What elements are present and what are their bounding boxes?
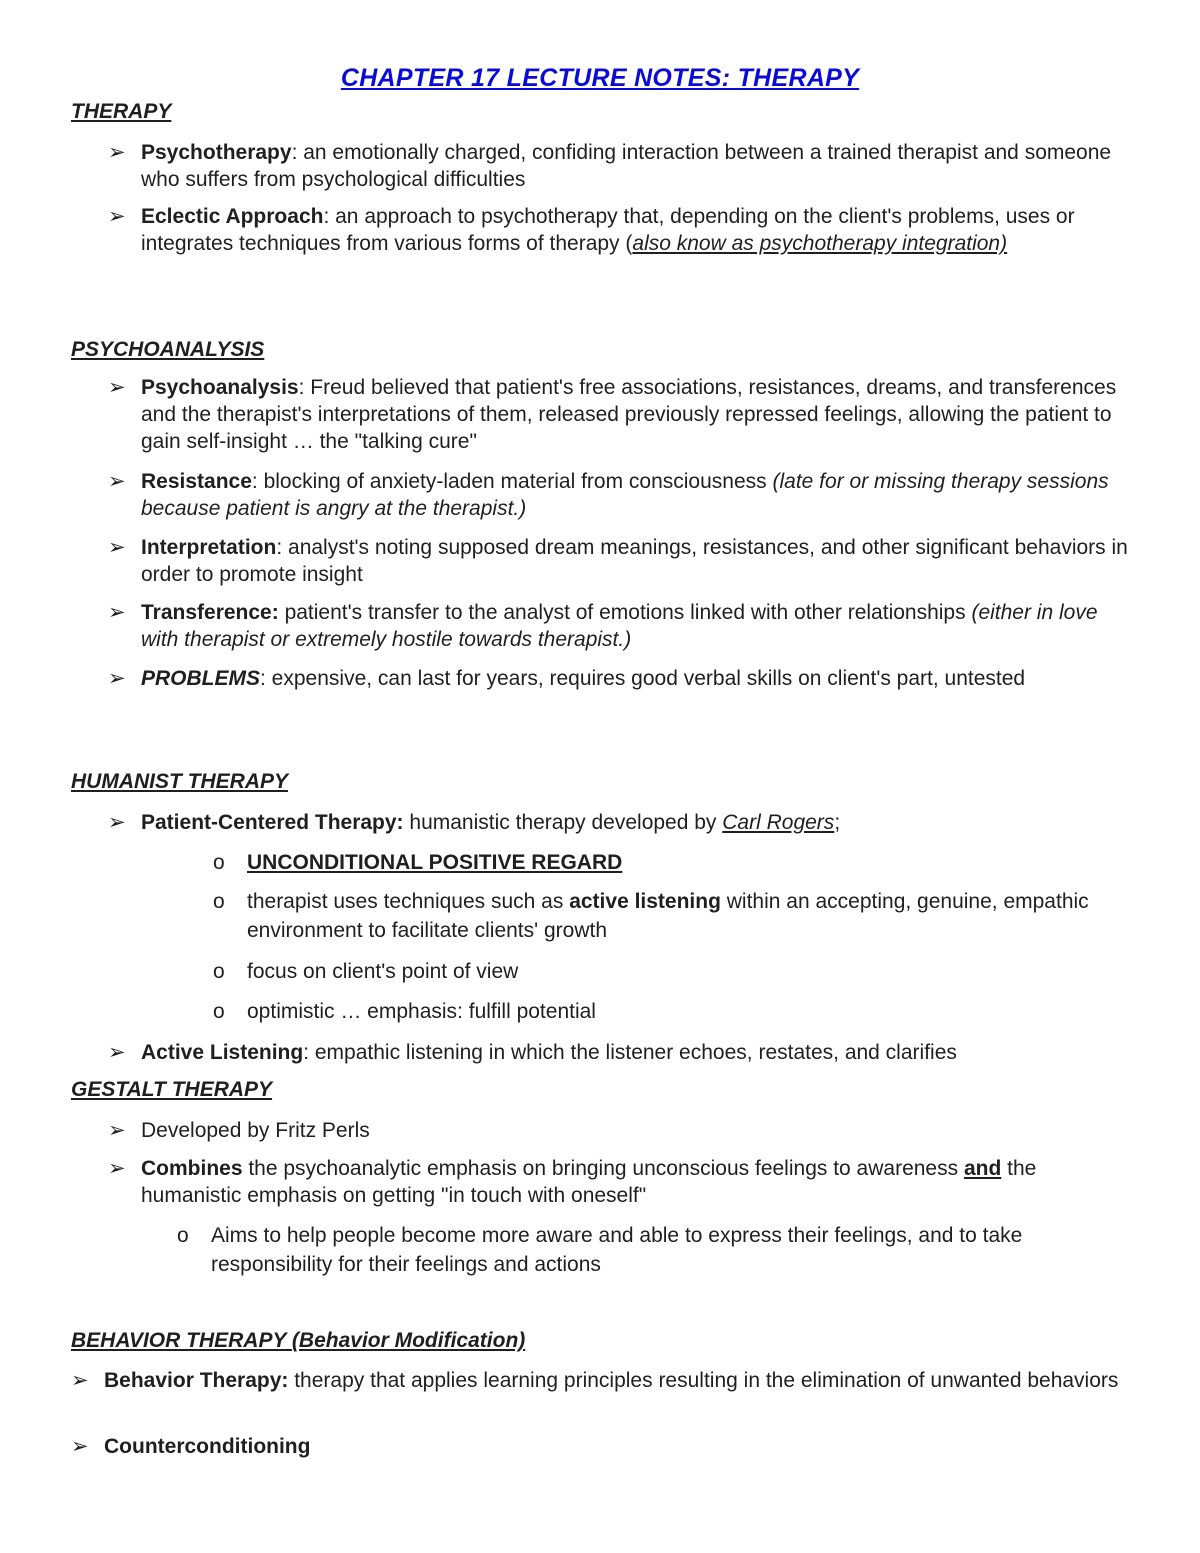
circle-bullet-icon: o [177, 1224, 189, 1247]
definition: humanistic therapy developed by [403, 811, 723, 834]
bullet-active-listening [108, 1039, 1138, 1066]
optimistic-text: optimistic … emphasis: fulfill potential [247, 1000, 596, 1023]
section-heading-therapy: THERAPY [71, 100, 172, 123]
upr-text: UNCONDITIONAL POSITIVE REGARD [247, 851, 623, 874]
bullet-combines [108, 1155, 1138, 1209]
term: Psychotherapy [141, 141, 292, 164]
bullet-resistance [108, 468, 1138, 522]
sub-item-upr [213, 848, 1133, 877]
emphasis-and: and [963, 1157, 1002, 1180]
definition: : blocking of anxiety-laden material from consciousness [251, 470, 773, 493]
sub-item-aims [177, 1221, 1137, 1279]
note: also know as psychotherapy integration) [632, 232, 1008, 255]
definition: Developed by Fritz Perls [141, 1119, 370, 1142]
arrow-bullet-icon: ➢ [108, 667, 126, 690]
arrow-bullet-icon: ➢ [108, 205, 126, 228]
bullet-psychotherapy [108, 139, 1138, 193]
text-bold: active listening [569, 890, 721, 913]
bullet-eclectic-approach [108, 203, 1138, 257]
punctuation: ; [834, 811, 841, 834]
heading-paren: (Behavior Modification) [291, 1329, 526, 1352]
arrow-bullet-icon: ➢ [71, 1435, 89, 1458]
bullet-behavior-therapy [71, 1367, 1131, 1394]
focus-text: focus on client's point of view [247, 960, 519, 983]
arrow-bullet-icon: ➢ [108, 1041, 126, 1064]
term: Counterconditioning [104, 1435, 311, 1458]
sub-item-focus [213, 957, 1133, 986]
document-title: CHAPTER 17 LECTURE NOTES: THERAPY [340, 64, 860, 92]
definition: : expensive, can last for years, requires good verbal skills on client's part, untested [260, 667, 1026, 690]
term: Transference: [141, 601, 279, 624]
definition: : an emotionally charged, confiding interaction between a trained therapist and someone who suffers from psychological difficulties [141, 141, 1112, 191]
arrow-bullet-icon: ➢ [108, 376, 126, 399]
term: Psychoanalysis [141, 376, 299, 399]
section-heading-behavior [71, 1329, 525, 1353]
arrow-bullet-icon: ➢ [108, 536, 126, 559]
note: (late for or missing therapy sessions because patient is angry at the therapist.) [141, 470, 1109, 520]
definition: : analyst's noting supposed dream meanings, resistances, and other significant behaviors in order to promote insight [141, 536, 1128, 586]
section-heading-humanist: HUMANIST THERAPY [71, 770, 289, 793]
arrow-bullet-icon: ➢ [108, 1119, 126, 1142]
term: Active Listening [141, 1041, 304, 1064]
term: Resistance [141, 470, 252, 493]
arrow-bullet-icon: ➢ [108, 470, 126, 493]
arrow-bullet-icon: ➢ [108, 811, 126, 834]
term: Interpretation [141, 536, 277, 559]
heading-main: BEHAVIOR THERAPY [71, 1329, 292, 1352]
sub-item-active-listening [213, 887, 1133, 945]
arrow-bullet-icon: ➢ [108, 141, 126, 164]
text-pre: therapist uses techniques such as [247, 890, 570, 913]
sub-item-optimistic [213, 997, 1133, 1026]
bullet-developed [108, 1117, 1138, 1144]
arrow-bullet-icon: ➢ [108, 601, 126, 624]
circle-bullet-icon: o [213, 960, 225, 983]
term: PROBLEMS [141, 667, 261, 690]
circle-bullet-icon: o [213, 851, 225, 874]
circle-bullet-icon: o [213, 890, 225, 913]
bullet-psychoanalysis [108, 374, 1138, 455]
arrow-bullet-icon: ➢ [71, 1369, 89, 1392]
term: Behavior Therapy: [104, 1369, 289, 1392]
text-post: within an accepting, genuine, empathic environment to facilitate clients' growth [247, 890, 1089, 942]
term: Combines [141, 1157, 243, 1180]
definition: : Freud believed that patient's free associations, resistances, dreams, and transferences and the therapist's interpretations of them, released previously repressed feelings, allowing the patient to gain self-insight … the "talking cure" [141, 376, 1117, 453]
arrow-bullet-icon: ➢ [108, 1157, 126, 1180]
person-name: Carl Rogers [722, 811, 835, 834]
bullet-patient-centered [108, 809, 1138, 836]
circle-bullet-icon: o [213, 1000, 225, 1023]
definition: patient's transfer to the analyst of emotions linked with other relationships [278, 601, 972, 624]
definition: : an approach to psychotherapy that, depending on the client's problems, uses or integrates techniques from various forms of therapy ( [141, 205, 1075, 255]
definition: : empathic listening in which the listener echoes, restates, and clarifies [303, 1041, 957, 1064]
term: Eclectic Approach [141, 205, 324, 228]
section-heading-psychoanalysis: PSYCHOANALYSIS [71, 338, 265, 361]
bullet-problems [108, 665, 1138, 692]
bullet-interpretation [108, 534, 1138, 588]
definition: the psychoanalytic emphasis on bringing unconscious feelings to awareness [242, 1157, 964, 1180]
term: Patient-Centered Therapy: [141, 811, 404, 834]
aims-text: Aims to help people become more aware and able to express their feelings, and to take responsibility for their feelings and actions [211, 1224, 1023, 1276]
section-heading-gestalt: GESTALT THERAPY [71, 1078, 273, 1101]
note: (either in love with therapist or extremely hostile towards therapist.) [141, 601, 1098, 651]
bullet-transference [108, 599, 1138, 653]
bullet-counterconditioning [71, 1433, 1131, 1460]
definition-continued: the humanistic emphasis on getting "in touch with oneself" [141, 1157, 1037, 1207]
definition: therapy that applies learning principles resulting in the elimination of unwanted behaviors [288, 1369, 1119, 1392]
